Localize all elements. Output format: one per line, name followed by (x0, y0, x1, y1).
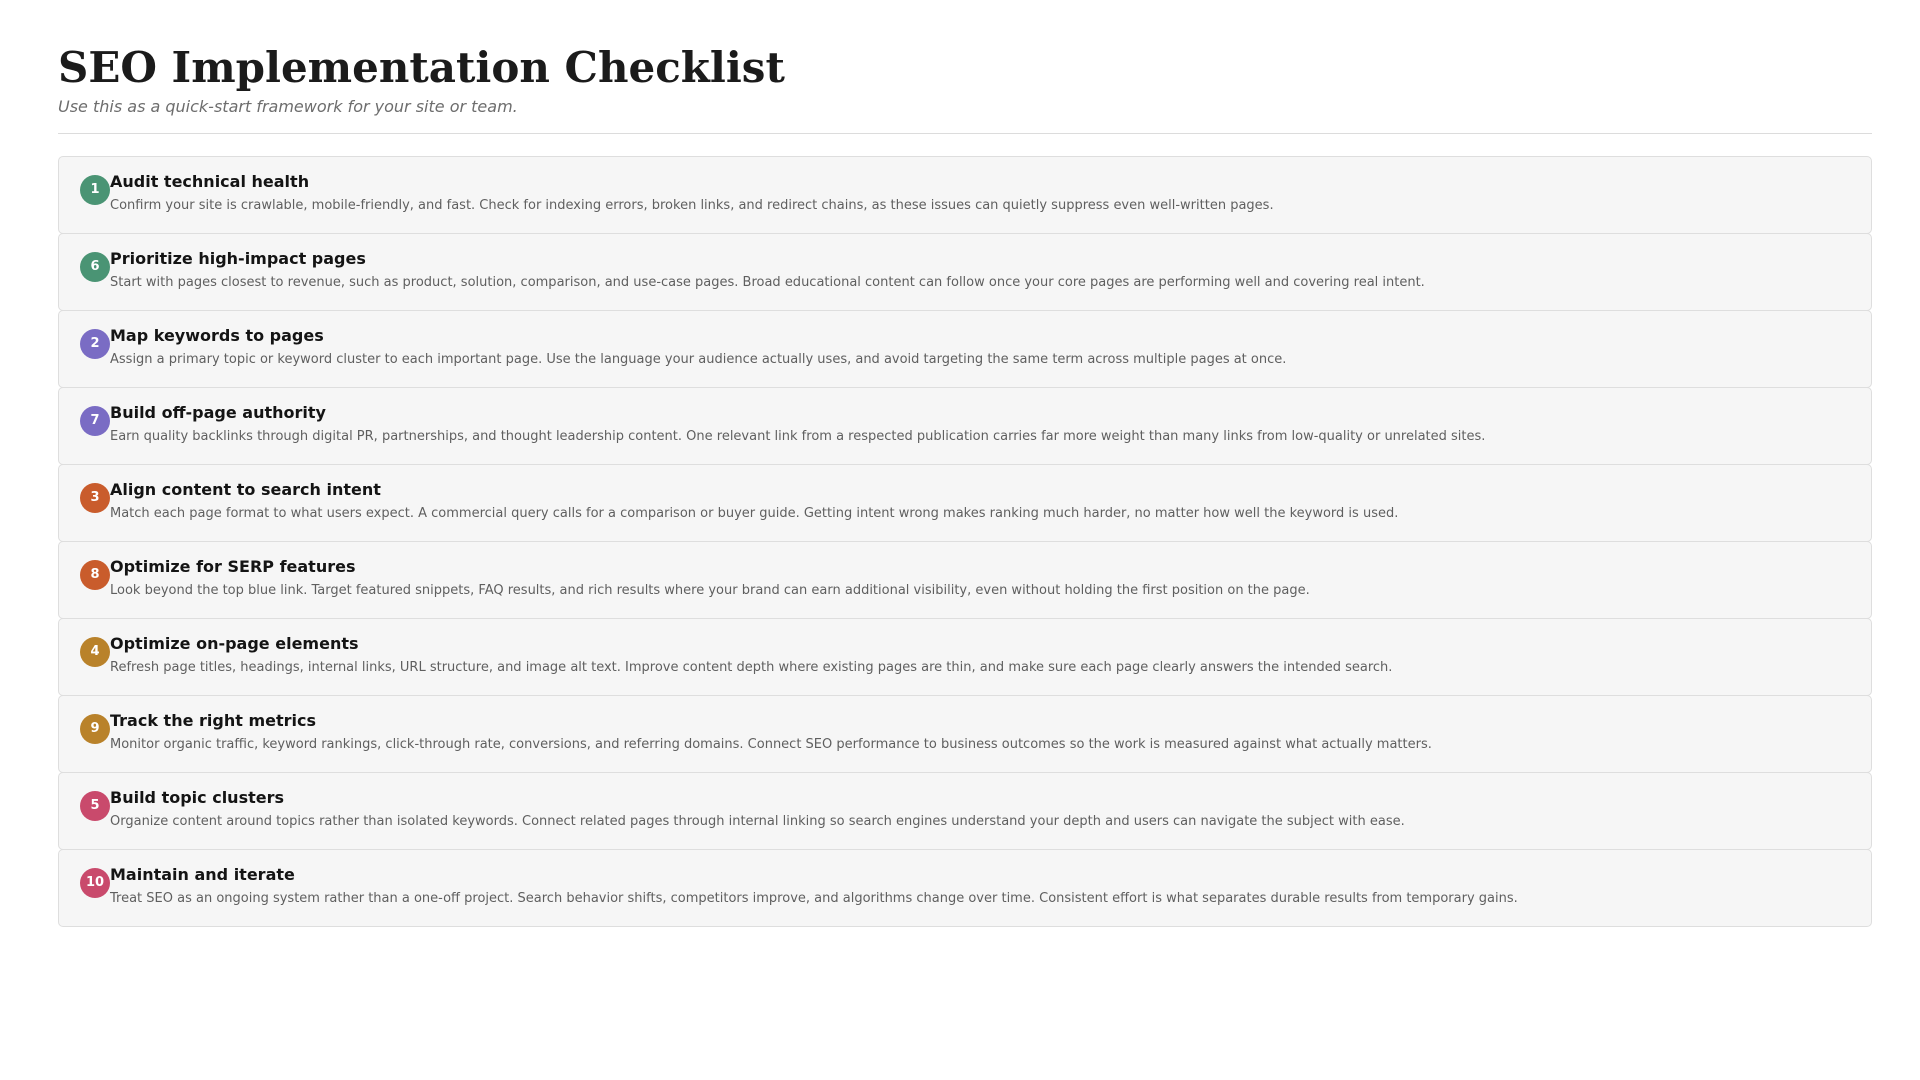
checklist-item (58, 772, 1872, 850)
checklist-item-title: Build off-page authority (110, 403, 326, 422)
step-number-badge: 1 (80, 175, 110, 205)
step-number-badge: 7 (80, 406, 110, 436)
checklist-item-description: Assign a primary topic or keyword cluster to each important page. Use the language your audience actually uses, and avoid targeting the same term across multiple pages at once. (110, 352, 1287, 367)
checklist-item-description: Refresh page titles, headings, internal links, URL structure, and image alt text. Improve content depth where existing pages are thin, and make sure each page clearly answers the intended search. (110, 660, 1393, 675)
checklist-item-description: Treat SEO as an ongoing system rather than a one-off project. Search behavior shifts, competitors improve, and algorithms change over time. Consistent effort is what separates durable results from temporary gains. (110, 891, 1518, 906)
checklist-item (58, 156, 1872, 234)
checklist-item-title: Prioritize high-impact pages (110, 249, 366, 268)
page-title: SEO Implementation Checklist (58, 43, 785, 92)
step-number-badge: 3 (80, 483, 110, 513)
checklist-item-title: Align content to search intent (110, 480, 381, 499)
step-number-badge: 6 (80, 252, 110, 282)
step-number-badge: 10 (80, 868, 110, 898)
checklist-item-description: Monitor organic traffic, keyword rankings, click-through rate, conversions, and referring domains. Connect SEO performance to business outcomes so the work is measured against what actually matters. (110, 737, 1432, 752)
checklist-item-title: Optimize on-page elements (110, 634, 359, 653)
checklist-item (58, 464, 1872, 542)
checklist-item-description: Start with pages closest to revenue, such as product, solution, comparison, and use-case pages. Broad educational content can follow once your core pages are performing well and covering real intent. (110, 275, 1425, 290)
checklist-item-description: Look beyond the top blue link. Target featured snippets, FAQ results, and rich results where your brand can earn additional visibility, even without holding the first position on the page. (110, 583, 1310, 598)
checklist-item (58, 695, 1872, 773)
checklist-item-title: Optimize for SERP features (110, 557, 356, 576)
checklist-item (58, 849, 1872, 927)
checklist-item-description: Confirm your site is crawlable, mobile-friendly, and fast. Check for indexing errors, broken links, and redirect chains, as these issues can quietly suppress even well-written pages. (110, 198, 1274, 213)
checklist (58, 156, 1872, 927)
checklist-item-title: Audit technical health (110, 172, 310, 191)
step-number-badge: 4 (80, 637, 110, 667)
step-number-badge: 2 (80, 329, 110, 359)
checklist-item (58, 618, 1872, 696)
checklist-item-description: Earn quality backlinks through digital PR, partnerships, and thought leadership content. One relevant link from a respected publication carries far more weight than many links from low-quality or unrelated sites. (110, 429, 1486, 444)
step-number-badge: 9 (80, 714, 110, 744)
checklist-page (58, 0, 1872, 926)
checklist-item-title: Track the right metrics (110, 711, 316, 730)
checklist-item-description: Organize content around topics rather than isolated keywords. Connect related pages through internal linking so search engines understand your depth and users can navigate the subject with ease. (110, 814, 1405, 829)
checklist-item (58, 387, 1872, 465)
step-number-badge: 8 (80, 560, 110, 590)
checklist-item (58, 233, 1872, 311)
checklist-item-title: Build topic clusters (110, 788, 285, 807)
checklist-item (58, 310, 1872, 388)
checklist-item-description: Match each page format to what users expect. A commercial query calls for a comparison or buyer guide. Getting intent wrong makes ranking much harder, no matter how well the keyword is used. (110, 506, 1399, 521)
checklist-item (58, 541, 1872, 619)
step-number-badge: 5 (80, 791, 110, 821)
page-subtitle: Use this as a quick-start framework for your site or team. (58, 97, 518, 116)
checklist-item-title: Maintain and iterate (110, 865, 295, 884)
checklist-item-title: Map keywords to pages (110, 326, 324, 345)
header-divider (58, 133, 1872, 134)
